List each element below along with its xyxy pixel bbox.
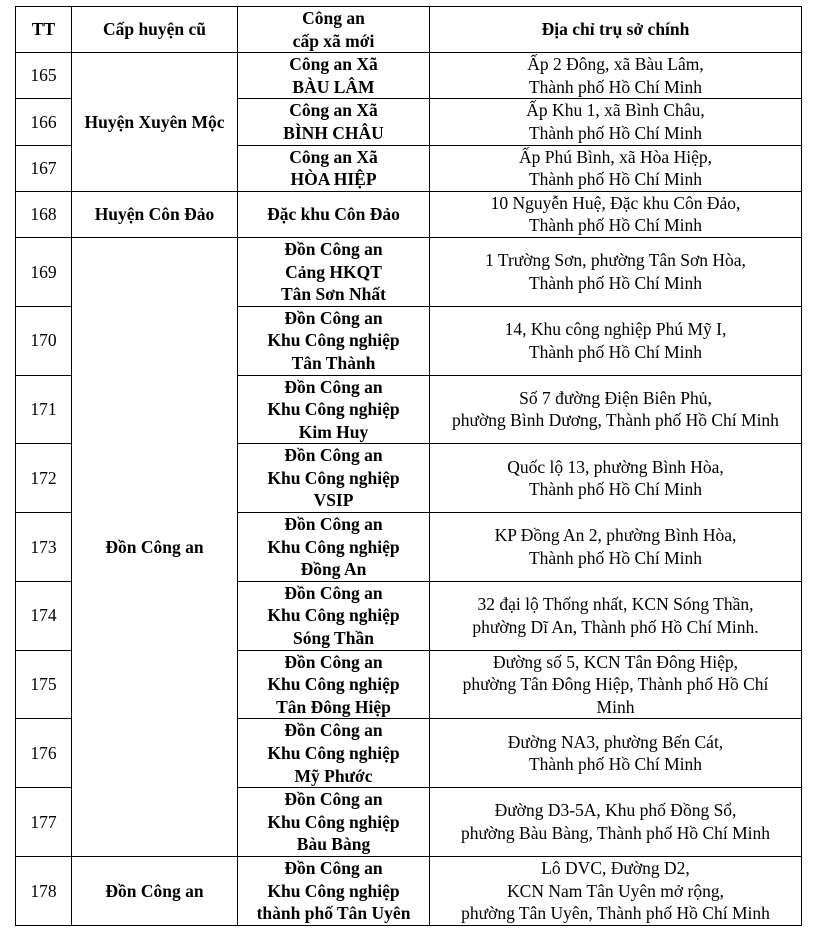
header-tt: TT [16, 7, 72, 53]
table-header-row [16, 7, 802, 53]
row-number: 169 [16, 237, 72, 306]
new-commune-cell [238, 719, 430, 788]
address-cell [430, 145, 802, 191]
new-commune-line: BÀU LÂM [292, 76, 375, 97]
header-old-district: Cấp huyện cũ [72, 7, 238, 53]
new-commune-line: Đồn Công an [284, 376, 383, 397]
new-commune-cell [238, 237, 430, 306]
new-commune-cell [238, 856, 430, 925]
new-commune-line: Đồn Công an [284, 651, 383, 672]
address-cell [430, 237, 802, 306]
old-district-cell: Huyện Côn Đảo [72, 191, 238, 237]
new-commune-line: Đồn Công an [284, 720, 383, 741]
header-address: Địa chỉ trụ sở chính [430, 7, 802, 53]
address-line: Ấp Khu 1, xã Bình Châu, [526, 100, 705, 121]
new-commune-cell [238, 53, 430, 99]
address-line: Quốc lộ 13, phường Bình Hòa, [507, 456, 724, 477]
new-commune-line: Cảng HKQT [285, 261, 382, 282]
address-line: 14, Khu công nghiệp Phú Mỹ I, [504, 319, 727, 340]
address-cell [430, 513, 802, 582]
new-commune-line: Công an Xã [289, 54, 378, 75]
new-commune-line: Khu Công nghiệp [267, 743, 400, 763]
new-commune-line: BÌNH CHÂU [283, 122, 384, 143]
address-cell [430, 581, 802, 650]
address-line: phường Tân Uyên, Thành phố Hồ Chí Minh [461, 903, 770, 924]
new-commune-line: Đồn Công an [284, 857, 383, 878]
row-number: 173 [16, 513, 72, 582]
address-line: Số 7 đường Điện Biên Phủ, [519, 387, 712, 408]
address-cell [430, 53, 802, 99]
new-commune-cell [238, 99, 430, 145]
new-commune-line: Khu Công nghiệp [267, 536, 400, 557]
row-number: 174 [16, 581, 72, 650]
address-line: 10 Nguyễn Huệ, Đặc khu Côn Đảo, [490, 192, 741, 213]
address-line: Thành phố Hồ Chí Minh [528, 479, 703, 500]
new-commune-line: Khu Công nghiệp [267, 605, 400, 626]
table-row [16, 191, 802, 237]
table-row [16, 53, 802, 99]
row-number: 176 [16, 719, 72, 788]
address-line: Thành phố Hồ Chí Minh [528, 169, 703, 190]
new-commune-line: thành phố Tân Uyên [256, 903, 411, 924]
address-cell [430, 719, 802, 788]
row-number: 170 [16, 306, 72, 375]
new-commune-line: Đồn Công an [284, 582, 383, 603]
new-commune-cell [238, 788, 430, 857]
address-line: 1 Trường Sơn, phường Tân Sơn Hòa, [485, 250, 746, 271]
new-commune-line: Đồn Công an [284, 307, 383, 328]
new-commune-cell [238, 306, 430, 375]
row-number: 172 [16, 444, 72, 513]
old-district-cell: Đồn Công an [72, 237, 238, 856]
new-commune-cell [238, 444, 430, 513]
address-cell [430, 191, 802, 237]
new-commune-line: Mỹ Phước [294, 765, 373, 786]
new-commune-line: Đồn Công an [284, 238, 383, 259]
address-line: Lô DVC, Đường D2, [541, 857, 690, 878]
old-district-cell: Huyện Xuyên Mộc [72, 53, 238, 192]
row-number: 166 [16, 99, 72, 145]
row-number: 165 [16, 53, 72, 99]
new-commune-line: Khu Công nghiệp [267, 399, 400, 420]
new-commune-cell [238, 145, 430, 191]
row-number: 177 [16, 788, 72, 857]
new-commune-line: Công an Xã [289, 100, 378, 121]
address-line: KP Đồng An 2, phường Bình Hòa, [494, 525, 737, 546]
new-commune-cell [238, 650, 430, 719]
address-line: Thành phố Hồ Chí Minh [528, 272, 703, 293]
address-line: Đường NA3, phường Bến Cát, [507, 731, 724, 752]
row-number: 168 [16, 191, 72, 237]
new-commune-line: VSIP [313, 490, 354, 511]
address-line: Thành phố Hồ Chí Minh [528, 76, 703, 97]
new-commune-line: Khu Công nghiệp [267, 330, 400, 351]
header-new-commune-line: Công an [302, 8, 365, 28]
new-commune-line: Đồng An [300, 559, 367, 580]
table-row [16, 237, 802, 306]
new-commune-cell [238, 581, 430, 650]
new-commune-line: Kim Huy [298, 421, 369, 442]
new-commune-line: Tân Đông Hiệp [276, 696, 391, 717]
address-cell [430, 306, 802, 375]
new-commune-line: Khu Công nghiệp [267, 467, 400, 488]
new-commune-cell [238, 375, 430, 444]
new-commune-line: Sóng Thần [293, 628, 374, 649]
new-commune-line: Khu Công nghiệp [267, 674, 400, 695]
row-number: 167 [16, 145, 72, 191]
header-new-commune [238, 7, 430, 53]
address-cell [430, 99, 802, 145]
new-commune-line: Đặc khu Côn Đảo [267, 204, 400, 225]
address-line: Thành phố Hồ Chí Minh [528, 341, 703, 362]
address-line: phường Bình Dương, Thành phố Hồ Chí Minh [452, 410, 779, 431]
address-line: Ấp 2 Đông, xã Bàu Lâm, [527, 54, 704, 75]
address-line: 32 đại lộ Thống nhất, KCN Sóng Thần, [477, 594, 754, 615]
new-commune-line: Tân Sơn Nhất [280, 284, 386, 305]
address-line: Thành phố Hồ Chí Minh [528, 215, 703, 236]
new-commune-line: Tân Thành [291, 352, 376, 373]
address-line: phường Tân Đông Hiệp, Thành phố Hồ Chí [462, 674, 769, 695]
new-commune-line: Đồn Công an [284, 445, 383, 466]
address-line: Thành phố Hồ Chí Minh [528, 547, 703, 568]
new-commune-line: Bàu Bàng [296, 834, 371, 855]
new-commune-cell [238, 513, 430, 582]
new-commune-line: HÒA HIỆP [290, 169, 377, 190]
row-number: 171 [16, 375, 72, 444]
address-cell [430, 788, 802, 857]
address-line: phường Bàu Bàng, Thành phố Hồ Chí Minh [460, 823, 771, 844]
address-line: phường Dĩ An, Thành phố Hồ Chí Minh. [472, 616, 759, 637]
row-number: 175 [16, 650, 72, 719]
address-cell [430, 375, 802, 444]
address-line: KCN Nam Tân Uyên mở rộng, [507, 880, 724, 901]
address-line: Thành phố Hồ Chí Minh [528, 754, 703, 775]
new-commune-line: Khu Công nghiệp [267, 880, 400, 901]
police-address-table [15, 6, 802, 926]
address-cell [430, 856, 802, 925]
new-commune-cell [238, 191, 430, 237]
address-cell [430, 444, 802, 513]
address-line: Ấp Phú Bình, xã Hòa Hiệp, [519, 146, 712, 167]
address-cell [430, 650, 802, 719]
table-row [16, 856, 802, 925]
old-district-cell: Đồn Công an [72, 856, 238, 925]
address-line: Đường D3-5A, Khu phố Đồng Sổ, [494, 800, 737, 821]
address-line: Thành phố Hồ Chí Minh [528, 122, 703, 143]
address-line: Đường số 5, KCN Tân Đông Hiệp, [493, 651, 738, 672]
new-commune-line: Đồn Công an [284, 789, 383, 810]
header-new-commune-line: cấp xã mới [292, 30, 375, 51]
new-commune-line: Công an Xã [289, 146, 378, 167]
row-number: 178 [16, 856, 72, 925]
new-commune-line: Đồn Công an [284, 514, 383, 535]
address-line: Minh [596, 696, 635, 717]
new-commune-line: Khu Công nghiệp [267, 811, 400, 832]
